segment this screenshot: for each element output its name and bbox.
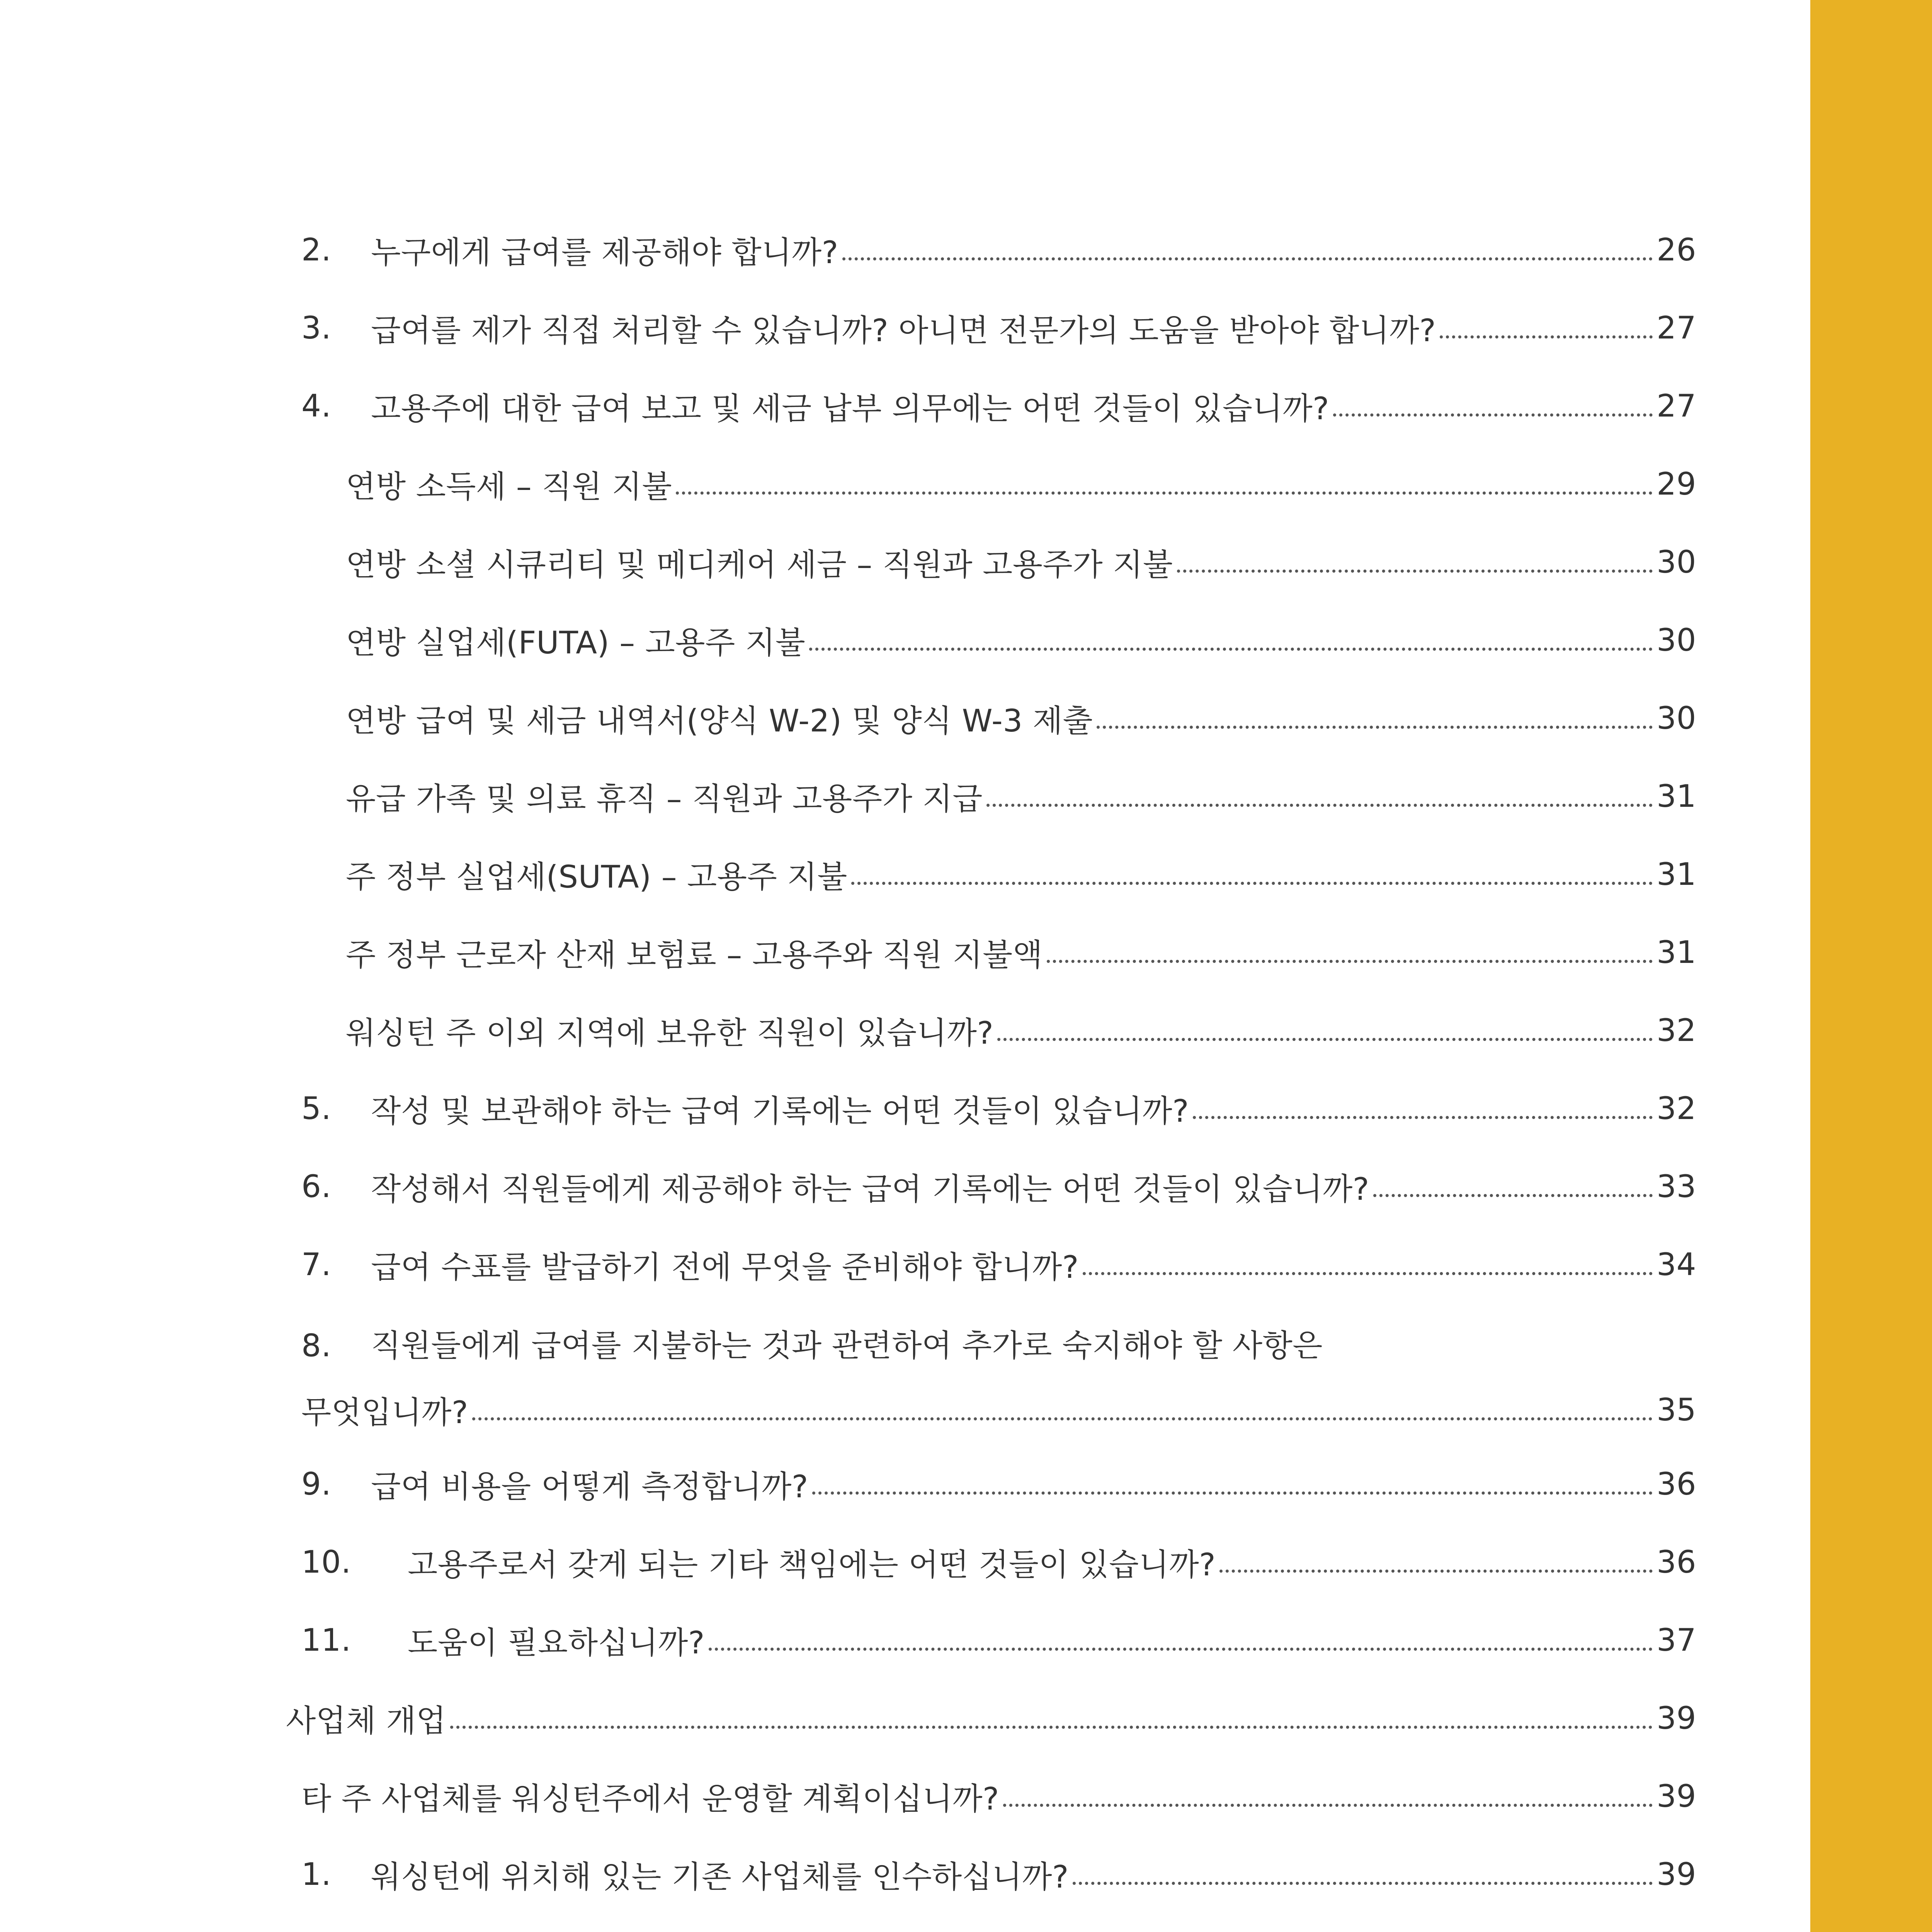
leader-dots <box>709 1648 1653 1651</box>
toc-page-number: 35 <box>1656 1391 1696 1428</box>
leader-dots <box>1219 1570 1653 1573</box>
toc-label: 사업체 개업 <box>286 1702 446 1739</box>
toc-page-number: 30 <box>1656 622 1696 658</box>
toc-page-number: 30 <box>1656 544 1696 580</box>
toc-page-number: 36 <box>1656 1544 1696 1580</box>
toc-page-number: 39 <box>1656 1700 1696 1736</box>
toc-number: 11. <box>301 1622 351 1658</box>
toc-label: 작성 및 보관해야 하는 급여 기록에는 어떤 것들이 있습니까? <box>371 1093 1189 1129</box>
leader-dots <box>1047 960 1653 963</box>
toc-label: 고용주에 대한 급여 보고 및 세금 납부 의무에는 어떤 것들이 있습니까? <box>371 390 1330 427</box>
toc-label <box>371 1930 1102 1932</box>
toc-entry[interactable] <box>270 1757 1696 1835</box>
toc-label: 연방 급여 및 세금 내역서(양식 W-2) 및 양식 W-3 제출 <box>346 702 1093 739</box>
toc-entry[interactable] <box>270 991 1696 1069</box>
toc-entry[interactable] <box>270 523 1696 601</box>
leader-dots <box>1177 570 1653 573</box>
leader-dots <box>1083 1272 1653 1275</box>
toc-entry[interactable] <box>270 1523 1696 1601</box>
leader-dots <box>1440 335 1653 338</box>
toc-page-number: 27 <box>1656 388 1696 424</box>
toc-label: 도움이 필요하십니까? <box>408 1624 705 1661</box>
toc-number: 8. <box>301 1328 332 1364</box>
toc-entry[interactable] <box>270 1303 1696 1445</box>
toc-number: 5. <box>301 1090 332 1126</box>
toc-page-number: 36 <box>1656 1466 1696 1502</box>
toc-label: 주 정부 실업세(SUTA) – 고용주 지불 <box>346 859 847 895</box>
toc-page-number: 31 <box>1656 856 1696 892</box>
toc-label: 주 정부 근로자 산재 보험료 – 고용주와 직원 지불액 <box>346 937 1043 973</box>
toc-label: 연방 실업세(FUTA) – 고용주 지불 <box>346 624 806 661</box>
toc-label: 작성해서 직원들에게 제공해야 하는 급여 기록에는 어떤 것들이 있습니까? <box>371 1171 1369 1207</box>
toc-page-number: 26 <box>1656 231 1696 268</box>
toc-page-number: 39 <box>1656 1778 1696 1814</box>
leader-dots <box>1003 1804 1653 1807</box>
toc-entry[interactable] <box>270 1069 1696 1147</box>
toc-entry[interactable] <box>270 601 1696 679</box>
toc-entry[interactable] <box>270 1225 1696 1303</box>
leader-dots <box>472 1417 1653 1420</box>
leader-dots <box>986 804 1653 807</box>
toc-page-number: 39 <box>1656 1856 1696 1892</box>
leader-dots <box>1193 1116 1653 1119</box>
toc-number: 1. <box>301 1856 332 1892</box>
toc-entry[interactable] <box>270 211 1696 289</box>
toc-label: 연방 소셜 시큐리티 및 메디케어 세금 – 직원과 고용주가 지불 <box>346 546 1173 583</box>
toc-label: 직원들에게 급여를 지불하는 것과 관련하여 추가로 숙지해야 할 사항은 <box>371 1328 1323 1364</box>
toc-page-number: 33 <box>1656 1168 1696 1204</box>
toc-entry[interactable] <box>270 445 1696 523</box>
toc-label: 급여를 제가 직접 처리할 수 있습니까? 아니면 전문가의 도움을 받아야 합니까? <box>371 312 1436 349</box>
toc-entry[interactable] <box>270 1601 1696 1679</box>
toc-label: 고용주로서 갖게 되는 기타 책임에는 어떤 것들이 있습니까? <box>408 1546 1216 1583</box>
toc-number: 10. <box>301 1544 351 1580</box>
table-of-contents <box>270 211 1696 1932</box>
toc-entry[interactable] <box>270 1835 1696 1913</box>
toc-page-number: 31 <box>1656 778 1696 814</box>
toc-number: 4. <box>301 388 332 424</box>
toc-number: 7. <box>301 1246 332 1282</box>
leader-dots <box>450 1726 1653 1729</box>
toc-number: 3. <box>301 310 332 346</box>
toc-entry[interactable] <box>270 835 1696 913</box>
toc-label: 급여 비용을 어떻게 측정합니까? <box>371 1468 808 1505</box>
leader-dots <box>851 882 1653 885</box>
toc-entry[interactable] <box>270 1679 1696 1757</box>
toc-label: 누구에게 급여를 제공해야 합니까? <box>371 234 838 270</box>
toc-second-line <box>270 1388 1696 1431</box>
leader-dots <box>1333 413 1653 417</box>
toc-entry[interactable] <box>270 1147 1696 1225</box>
toc-entry[interactable] <box>270 1445 1696 1523</box>
toc-label-continuation: 무엇입니까? <box>301 1394 468 1430</box>
toc-label: 유급 가족 및 의료 휴직 – 직원과 고용주가 지급 <box>346 781 983 817</box>
toc-entry[interactable] <box>270 757 1696 835</box>
toc-label: 연방 소득세 – 직원 지불 <box>346 468 672 505</box>
toc-entry[interactable] <box>270 679 1696 757</box>
accent-side-band <box>1810 0 1932 1932</box>
toc-entry[interactable] <box>270 289 1696 367</box>
toc-page-number: 34 <box>1656 1246 1696 1282</box>
toc-label: 워싱턴 주 이외 지역에 보유한 직원이 있습니까? <box>346 1015 994 1051</box>
toc-number: 6. <box>301 1168 332 1204</box>
toc-page-number: 37 <box>1656 1622 1696 1658</box>
toc-page-number: 27 <box>1656 310 1696 346</box>
toc-page-number: 31 <box>1656 934 1696 970</box>
toc-page-number: 32 <box>1656 1090 1696 1126</box>
leader-dots <box>676 492 1653 495</box>
leader-dots <box>1373 1194 1653 1197</box>
toc-label: 급여 수표를 발급하기 전에 무엇을 준비해야 합니까? <box>371 1249 1079 1285</box>
toc-entry[interactable] <box>270 913 1696 991</box>
toc-page-number: 30 <box>1656 700 1696 736</box>
toc-entry[interactable] <box>270 367 1696 445</box>
toc-page-number: 32 <box>1656 1012 1696 1048</box>
toc-page-number: 29 <box>1656 466 1696 502</box>
toc-first-line <box>270 1325 1323 1367</box>
toc-label: 타 주 사업체를 워싱턴주에서 운영할 계획이십니까? <box>301 1781 999 1817</box>
toc-label: 워싱턴에 위치해 있는 기존 사업체를 인수하십니까? <box>371 1859 1069 1895</box>
leader-dots <box>997 1038 1653 1041</box>
leader-dots <box>842 257 1653 260</box>
toc-entry[interactable] <box>270 1913 1696 1932</box>
toc-number: 9. <box>301 1466 332 1502</box>
leader-dots <box>1097 726 1653 729</box>
leader-dots <box>809 648 1653 651</box>
leader-dots <box>1073 1882 1653 1885</box>
toc-number: 2. <box>301 231 332 268</box>
leader-dots <box>812 1492 1653 1495</box>
